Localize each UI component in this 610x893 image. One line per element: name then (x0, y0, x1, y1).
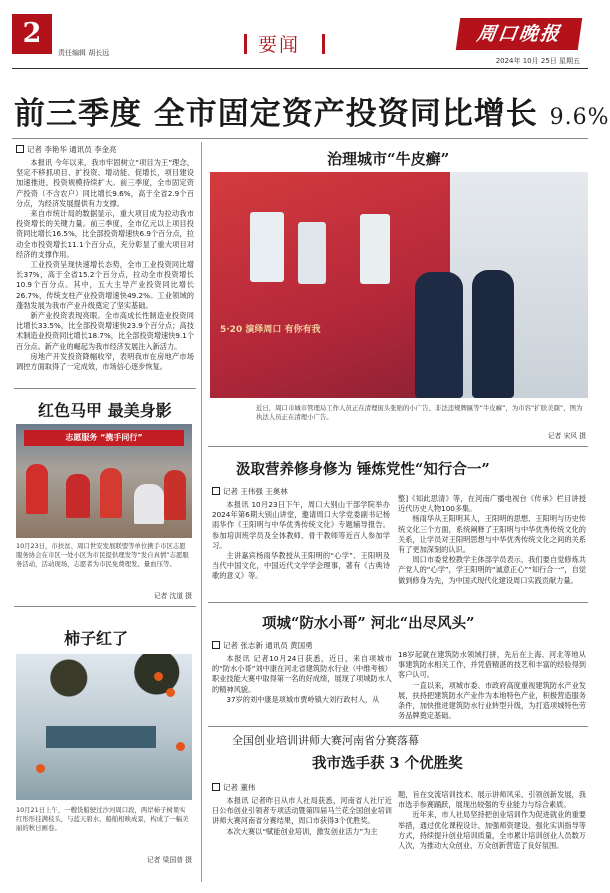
waterproof-byline: 记者 张志新 通讯员 黄国勇 (212, 640, 313, 651)
section-rule (208, 726, 588, 727)
lead-body (16, 158, 194, 372)
cargo-ship (46, 726, 156, 748)
masthead-rule (12, 68, 588, 69)
redvest-caption: 10月23日，市扶贫、周口世安发展联盟等单位携手市区志愿服务协会在市区一处小区为市民提供理发等“发自真情”志愿服务活动，活动现场，志愿者为市民免费理发、量血压等。 (16, 542, 189, 568)
bottle-graphic (360, 214, 390, 284)
trainer-kicker: 全国创业培训讲师大赛河南省分赛落幕 (232, 734, 419, 747)
persimmon-credit: 记者 梁国普 摄 (146, 856, 192, 864)
party-paragraph: 主讲嘉宾杨雨华教授从王阳明的“心学”、王阳明及当代中国文化，中国近代文学学会理事，著有《古典诗歌的意义》等。 (212, 551, 390, 581)
section-rule (208, 446, 588, 447)
waterproof-body-col2 (398, 650, 586, 721)
headline-rule (12, 138, 588, 139)
trainer-byline: 记者 董伟 (212, 782, 255, 793)
party-headline: 汲取营养修身修为 锤炼党性“知行合一” (236, 461, 490, 478)
trainer-paragraph: 题，旨在交流培训技术、展示讲师风采、引领创新发展，我市选手参赛踊跃，展现出较强的专业能力与综合素质。 (398, 790, 586, 810)
bottle-graphic (250, 212, 284, 282)
waterproof-paragraph: 本报讯 记者10月24日获悉，近日，来自项城市的“防水小哥”刘中康在河北省建筑防水行业（中维考核）职业技能大赛中取得第一名的好成绩，展现了项城防水人的精神风貌。 (212, 654, 392, 694)
persimmon-caption: 10月21日上午，一艘货船驶过沙河周口段，两岸柿子树果实红彤彤挂满枝头，与蓝天碧水、船舶相映成景，构成了一幅美丽的秋日画卷。 (16, 806, 189, 832)
city-headline: 治理城市“牛皮癣” (327, 150, 450, 168)
lead-headline-text: 前三季度 全市固定资产投资同比增长 (14, 96, 538, 132)
section-rule (208, 602, 588, 603)
waterproof-body-col1 (212, 654, 392, 705)
waterproof-paragraph: 一直以来，项城市委、市政府高度重视建筑防水产业发展，扶持把建筑防水产业作为本地特色产业，积极营造服务条件，加快推进建筑防水行业转型升级，为打造项城特色劳务品牌奠定基础。 (398, 680, 586, 721)
redvest-headline: 红色马甲 最美身影 (38, 401, 172, 420)
trainer-body-col2 (398, 790, 586, 851)
party-byline: 记者 王伟强 王奥林 (212, 486, 288, 497)
persimmon-photo (16, 654, 192, 800)
waterproof-paragraph: 37岁的刘中康是项城市贾岭镇大刘行政村人，从 (226, 694, 380, 704)
party-paragraph: 整]《知此思清》等，在河南广播电视台《传承》栏目讲授近代历史人物100多集。 (398, 494, 586, 514)
column-rule (14, 606, 196, 607)
party-paragraph: 本报讯 10月23日下午，周口大别山干部学院举办2024年第6期大别山讲堂，邀请周口大学党委副书记杨雨华作《王阳明与中华优秀传统文化》专题辅导报告。参加培训班学员及全体教师、骨干教师等近百人参加学习。 (212, 500, 390, 550)
persimmon-fruit (166, 688, 175, 697)
lead-paragraph: 本报讯 今年以来，我市牢固树立“项目为王”理念，坚定不移抓项目、扩投资、增动能、促增长，项目建设加速推进，投资规模持续扩大。前三季度，全市固定资产投资（不含农户）同比增长9.6%，高于全省2.9个百分点，为经济发展提供有力支撑。 (16, 158, 194, 208)
party-paragraph: 杨雨华从王阳明其人，王阳明的思想、王阳明与历史传统文化三个方面，系统阐释了王阳明与中华优秀传统文化的关系，让学员对王阳明思想与中华优秀传统文化之间的关系有了更加深刻的认识。 (398, 514, 586, 555)
lead-byline: 记者 李艳华 通讯员 李金亮 (16, 144, 117, 155)
trainer-headline: 我市选手获 3 个优胜奖 (312, 755, 463, 772)
party-paragraph: 周口市委党校教学主体部学员表示，我们要自觉修炼共产党人的“心学”，学王阳明的“诚意正心”“知行合一”，自觉做到修身为先，为中国式现代化建设周口实践贡献力量。 (398, 555, 586, 585)
party-body-col1 (212, 500, 390, 582)
trainer-paragraph: 近年来，市人社局坚持把创业培训作为促进就业的重要举措，通过优化课程设计、加强师资建设、强化实训指导等方式，持续提升创业培训质量，全市累计培训创业人员数万人次，为推动大众创业、万众创新营造了良好氛围。 (398, 810, 586, 851)
party-body-col2 (398, 494, 586, 586)
billboard (210, 172, 450, 398)
redvest-banner: 志愿服务 “携手同行” (24, 430, 184, 446)
redvest-photo (16, 424, 192, 538)
editors-line: 责任编辑 胡长远 (58, 49, 110, 57)
city-photo (210, 172, 588, 398)
bottle-graphic (298, 222, 326, 284)
page-number: 2 (12, 14, 52, 54)
volunteer-figure (66, 474, 90, 518)
trainer-paragraph: 本报讯 记者昨日从市人社局获悉，河南省人社厅近日公布创业引领者专项活动暨第四届马兰花全国创业培训讲师大赛河南省分赛结果，周口市获得3个优胜奖。 (212, 796, 392, 826)
column-divider (201, 142, 202, 882)
city-credit: 记者 宋风 摄 (547, 432, 586, 440)
persimmon-fruit (154, 672, 163, 681)
officer-figure (472, 270, 514, 398)
waterproof-paragraph: 18岁起就在建筑防水领域打拼，先后在上海、河北等地从事建筑防水相关工作，并凭借精湛的技艺和丰富的经验得到客户认可。 (398, 650, 586, 680)
column-rule (14, 388, 196, 389)
volunteer-figure (26, 464, 48, 514)
section-title: 要闻 (258, 34, 301, 56)
officer-figure (415, 272, 463, 398)
volunteer-figure (100, 468, 122, 518)
lead-paragraph: 新产业投资表现亮眼。全市高成长性制造业投资同比增长33.5%，比全部投资增速快23.9个百分点；高技术制造业投资同比增长18.7%，比全部投资增速快9.1个百分点。新产业的崛起为我市经济发展注入新活力。 (16, 311, 195, 351)
lead-paragraph: 房地产开发投资降幅收窄，表明我市在房地产市场调控方面取得了一定成效，市场信心逐步恢复。 (16, 351, 194, 372)
redvest-credit: 记者 沈道 摄 (153, 592, 192, 600)
street-fence (450, 172, 588, 398)
section-divider-right (322, 34, 325, 54)
city-caption: 近日，周口市城市管理局工作人员正在清理街头张贴的小广告、非法违规牌匾等“牛皮癣”，为市容“扩肤美颜”，图为执法人员正在清理小广告。 (256, 404, 583, 421)
resident-figure (134, 484, 164, 524)
persimmon-fruit (176, 742, 185, 751)
newspaper-logo: 周口晚报 (456, 18, 582, 50)
persimmon-fruit (36, 764, 45, 773)
lead-headline (14, 88, 610, 133)
volunteer-figure (164, 470, 186, 520)
lead-paragraph: 工业投资呈现快速增长态势，全市工业投资同比增长37%，高于全省15.2个百分点，拉动全市投资增长10.9个百分点。其中，五大主导产业投资同比增长26.7%，传统支柱产业投资增速快49.2%。工业领域的蓬勃发展为我市产业升级奠定了坚实基础。 (16, 260, 194, 310)
lead-headline-percent: 9.6% (549, 105, 610, 130)
billboard-text: 5·20 演绎周口 有你有我 (220, 325, 321, 335)
waterproof-headline: 项城“防水小哥” 河北“出尽风头” (262, 615, 475, 632)
persimmon-headline: 柿子红了 (64, 629, 129, 648)
persimmon-branches (16, 654, 192, 714)
lead-paragraph: 来自市统计局的数据显示，重大项目成为拉动我市投资增长的关键力量。前三季度，全市亿元以上项目投资同比增长16.5%，比全部投资增速快6.9个百分点，拉动全市投资增长11.1个百分点，充分彰显了重大项目对经济的支撑作用。 (16, 209, 195, 259)
trainer-body-col1 (212, 796, 392, 837)
issue-date: 2024年 10月 25日 星期五 (495, 57, 580, 65)
trainer-paragraph: 本次大赛以“赋能创业培训，激发创业活力”为主 (226, 826, 378, 836)
section-divider-left (244, 34, 247, 54)
